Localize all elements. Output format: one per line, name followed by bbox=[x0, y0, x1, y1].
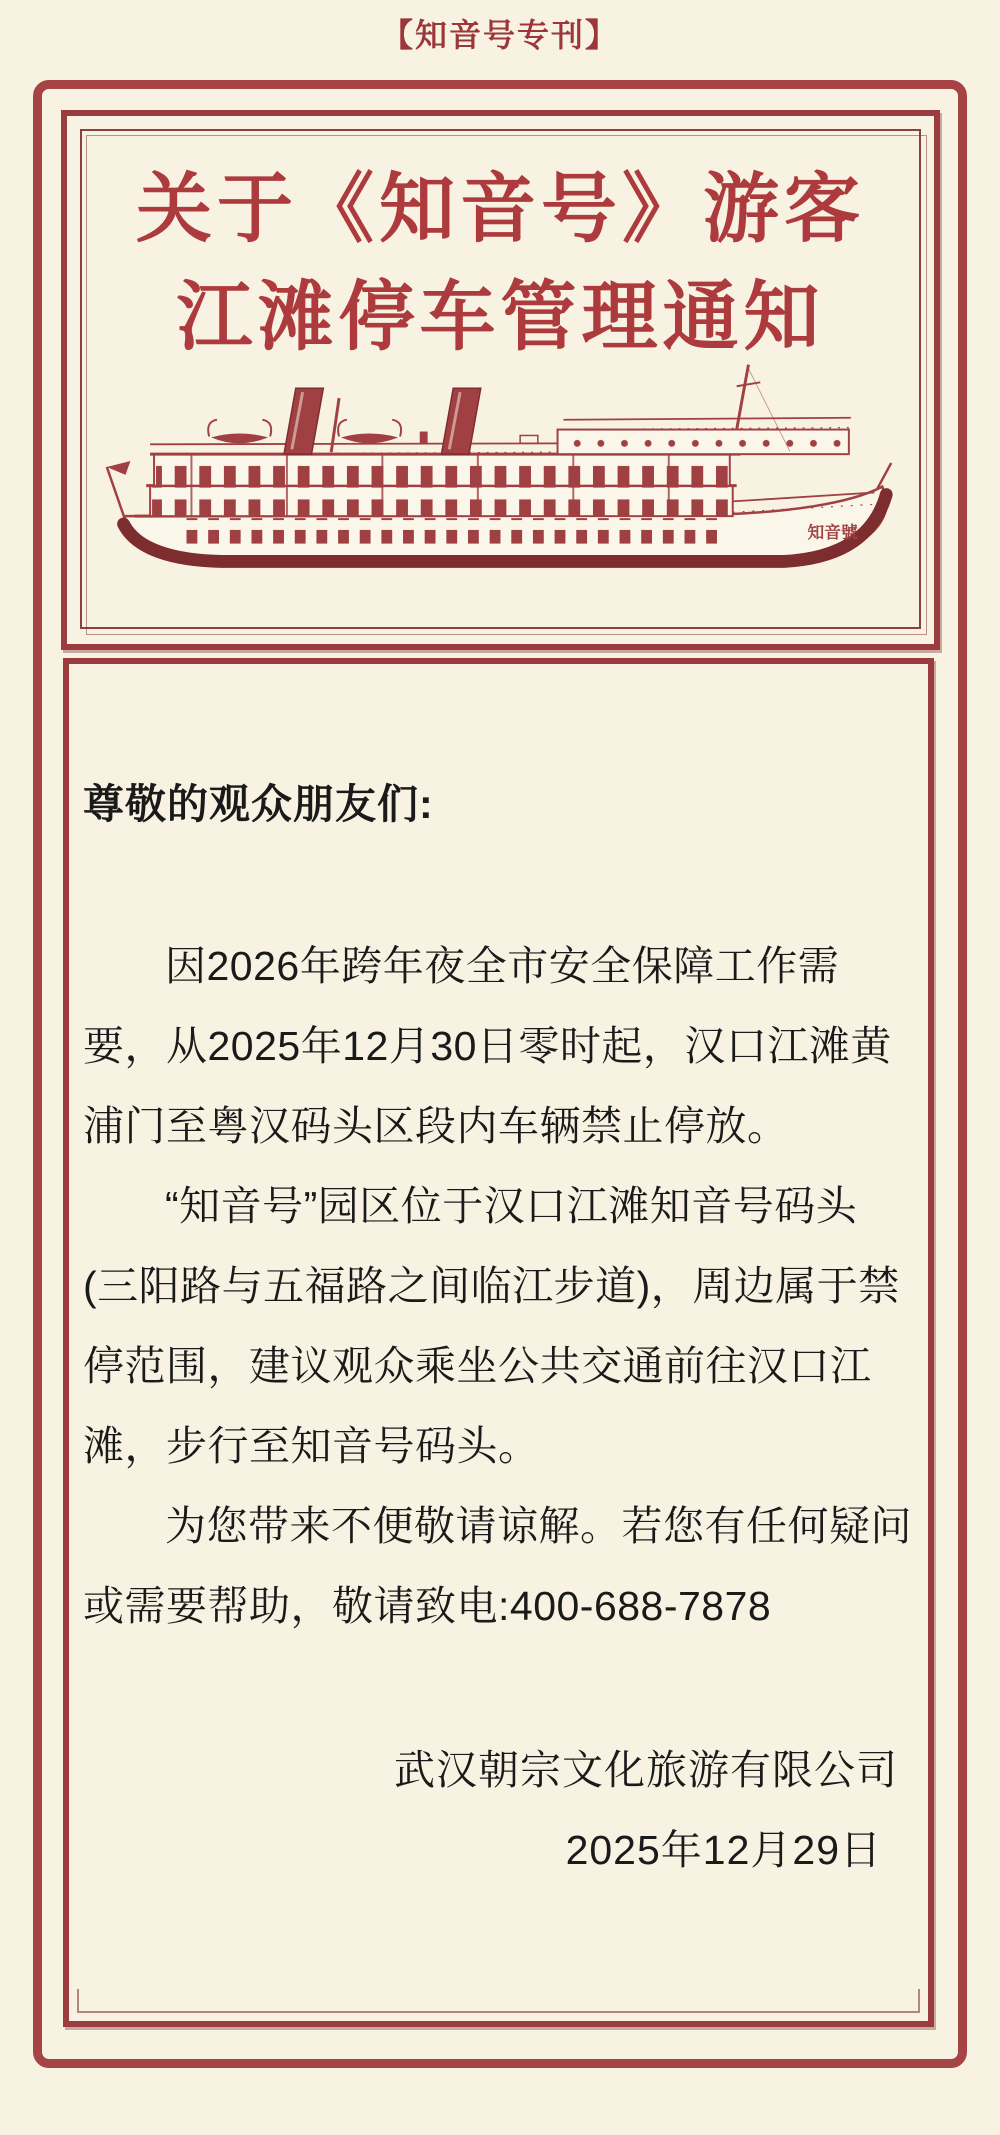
lifeboat bbox=[211, 433, 268, 443]
title-line-1: 关于《知音号》游客 bbox=[136, 168, 865, 252]
signature-company: 武汉朝宗文化旅游有限公司 bbox=[394, 1747, 898, 1793]
title-line-2: 江滩停车管理通知 bbox=[176, 276, 825, 360]
notice-line: “知音号”园区位于汉口江滩知音号码头 bbox=[165, 1183, 858, 1229]
notice-line: 要，从2025年12月30日零时起，汉口江滩黄 bbox=[83, 1023, 892, 1069]
masthead: 【知音号专刊】 bbox=[380, 17, 619, 53]
notice-line: (三阳路与五福路之间临江步道)，周边属于禁 bbox=[83, 1263, 900, 1309]
page-title bbox=[67, 156, 934, 372]
notice-line: 因2026年跨年夜全市安全保障工作需 bbox=[165, 943, 840, 989]
notice-line: 浦门至粤汉码头区段内车辆禁止停放。 bbox=[83, 1103, 789, 1149]
lifeboat bbox=[341, 433, 398, 443]
stern-flagpole bbox=[107, 467, 125, 518]
notice-text bbox=[69, 664, 928, 2021]
notice-line: 停范围，建议观众乘坐公共交通前往汉口江 bbox=[83, 1343, 872, 1389]
hull-windows bbox=[180, 518, 727, 544]
notice-line: 滩，步行至知音号码头。 bbox=[83, 1423, 540, 1469]
bow-staff bbox=[877, 463, 891, 489]
ship-bow-name: 知音號 bbox=[807, 522, 858, 542]
ship-illustration bbox=[95, 358, 902, 570]
greeting: 尊敬的观众朋友们: bbox=[83, 781, 434, 827]
mast bbox=[737, 365, 749, 430]
stern-flag bbox=[107, 461, 131, 475]
signature-date: 2025年12月29日 bbox=[565, 1827, 882, 1873]
notice-line: 或需要帮助，敬请致电:400-688-7878 bbox=[83, 1583, 772, 1629]
notice-line: 为您带来不便敬请谅解。若您有任何疑问 bbox=[165, 1503, 912, 1549]
body-lines bbox=[83, 926, 912, 1646]
signature-block bbox=[83, 1730, 908, 1890]
body-box bbox=[63, 658, 934, 2027]
header-box bbox=[61, 110, 940, 650]
